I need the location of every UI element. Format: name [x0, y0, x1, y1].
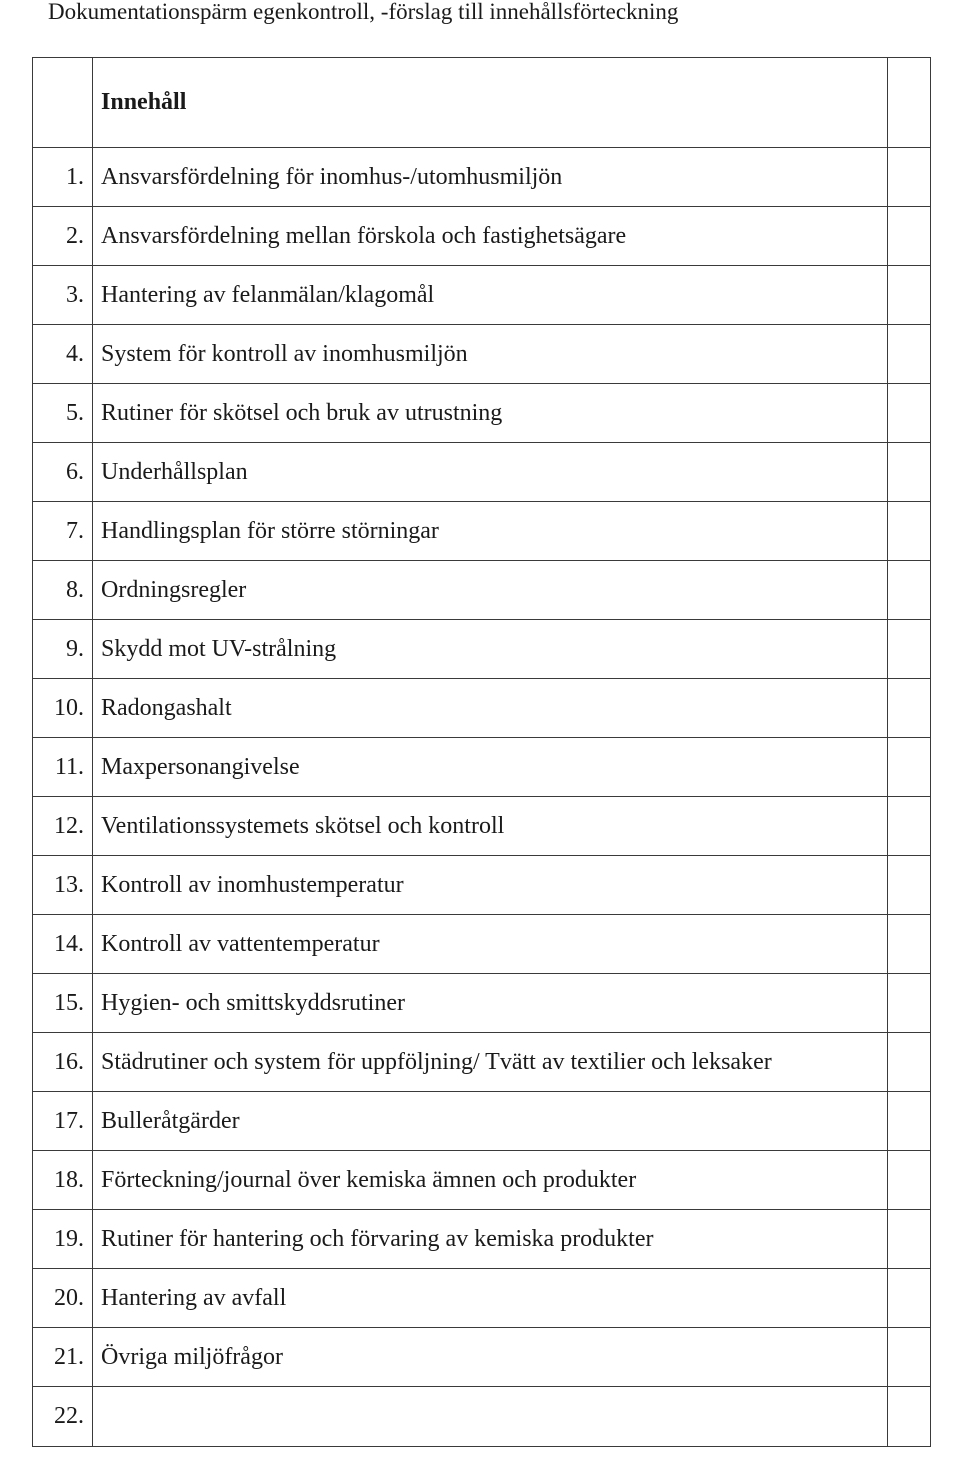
table-row: [33, 738, 931, 797]
item-number: 15.: [33, 974, 93, 1033]
table-row: [33, 325, 931, 384]
item-title: Kontroll av inomhustemperatur: [93, 856, 888, 915]
item-check-cell: [888, 148, 931, 207]
item-title: Radongashalt: [93, 679, 888, 738]
item-title: Städrutiner och system för uppföljning/ Tvätt av textilier och leksaker: [93, 1033, 888, 1092]
item-number: 10.: [33, 679, 93, 738]
item-title: Handlingsplan för större störningar: [93, 502, 888, 561]
item-check-cell: [888, 974, 931, 1033]
item-check-cell: [888, 502, 931, 561]
item-number: 22.: [33, 1387, 93, 1447]
item-check-cell: [888, 1151, 931, 1210]
item-check-cell: [888, 1269, 931, 1328]
table-row: [33, 679, 931, 738]
item-title: Underhållsplan: [93, 443, 888, 502]
table-row: [33, 502, 931, 561]
item-number: 18.: [33, 1151, 93, 1210]
item-check-cell: [888, 856, 931, 915]
table-row: [33, 1210, 931, 1269]
item-number: 21.: [33, 1328, 93, 1387]
item-title: Ansvarsfördelning för inomhus-/utomhusmiljön: [93, 148, 888, 207]
item-check-cell: [888, 384, 931, 443]
table-row: [33, 1328, 931, 1387]
item-check-cell: [888, 1092, 931, 1151]
item-check-cell: [888, 1387, 931, 1447]
item-check-cell: [888, 207, 931, 266]
item-number: 17.: [33, 1092, 93, 1151]
item-check-cell: [888, 738, 931, 797]
table-row: [33, 561, 931, 620]
item-title: Ansvarsfördelning mellan förskola och fastighetsägare: [93, 207, 888, 266]
table-row: [33, 856, 931, 915]
item-number: 14.: [33, 915, 93, 974]
item-check-cell: [888, 325, 931, 384]
table-row: [33, 1092, 931, 1151]
contents-title: Innehåll: [93, 58, 888, 148]
item-check-cell: [888, 443, 931, 502]
item-number: 9.: [33, 620, 93, 679]
contents-table: [32, 57, 931, 1447]
item-title: [93, 1387, 888, 1447]
item-number: 13.: [33, 856, 93, 915]
table-row: [33, 148, 931, 207]
item-number: 1.: [33, 148, 93, 207]
item-title: Rutiner för skötsel och bruk av utrustning: [93, 384, 888, 443]
item-check-cell: [888, 679, 931, 738]
item-number: 11.: [33, 738, 93, 797]
item-check-cell: [888, 620, 931, 679]
item-number: 4.: [33, 325, 93, 384]
table-row: [33, 443, 931, 502]
table-row: [33, 207, 931, 266]
item-title: Hygien- och smittskyddsrutiner: [93, 974, 888, 1033]
item-check-cell: [888, 915, 931, 974]
header-check-cell: [888, 58, 931, 148]
item-title: Ventilationssystemets skötsel och kontroll: [93, 797, 888, 856]
table-row: [33, 620, 931, 679]
item-title: Hantering av felanmälan/klagomål: [93, 266, 888, 325]
item-number: 16.: [33, 1033, 93, 1092]
item-number: 7.: [33, 502, 93, 561]
item-title: Bulleråtgärder: [93, 1092, 888, 1151]
item-number: 8.: [33, 561, 93, 620]
table-row: [33, 974, 931, 1033]
table-row: [33, 1151, 931, 1210]
document-heading: Dokumentationspärm egenkontroll, -förslag till innehållsförteckning: [48, 0, 679, 24]
item-number: 5.: [33, 384, 93, 443]
item-title: Skydd mot UV-strålning: [93, 620, 888, 679]
item-title: System för kontroll av inomhusmiljön: [93, 325, 888, 384]
item-title: Förteckning/journal över kemiska ämnen och produkter: [93, 1151, 888, 1210]
table-row: [33, 1387, 931, 1447]
item-check-cell: [888, 561, 931, 620]
item-check-cell: [888, 797, 931, 856]
contents-table-body: [33, 58, 931, 1447]
table-row: [33, 797, 931, 856]
table-row: [33, 266, 931, 325]
item-title: Hantering av avfall: [93, 1269, 888, 1328]
item-title: Ordningsregler: [93, 561, 888, 620]
item-title: Kontroll av vattentemperatur: [93, 915, 888, 974]
item-number: 12.: [33, 797, 93, 856]
table-row: [33, 384, 931, 443]
item-number: 20.: [33, 1269, 93, 1328]
item-number: 19.: [33, 1210, 93, 1269]
item-check-cell: [888, 1328, 931, 1387]
item-check-cell: [888, 1033, 931, 1092]
contents-header-row: [33, 58, 931, 148]
table-row: [33, 1033, 931, 1092]
item-title: Maxpersonangivelse: [93, 738, 888, 797]
table-row: [33, 915, 931, 974]
item-number: 3.: [33, 266, 93, 325]
item-number: 6.: [33, 443, 93, 502]
table-row: [33, 1269, 931, 1328]
item-check-cell: [888, 1210, 931, 1269]
item-title: Rutiner för hantering och förvaring av kemiska produkter: [93, 1210, 888, 1269]
item-check-cell: [888, 266, 931, 325]
item-title: Övriga miljöfrågor: [93, 1328, 888, 1387]
header-number-cell: [33, 58, 93, 148]
item-number: 2.: [33, 207, 93, 266]
